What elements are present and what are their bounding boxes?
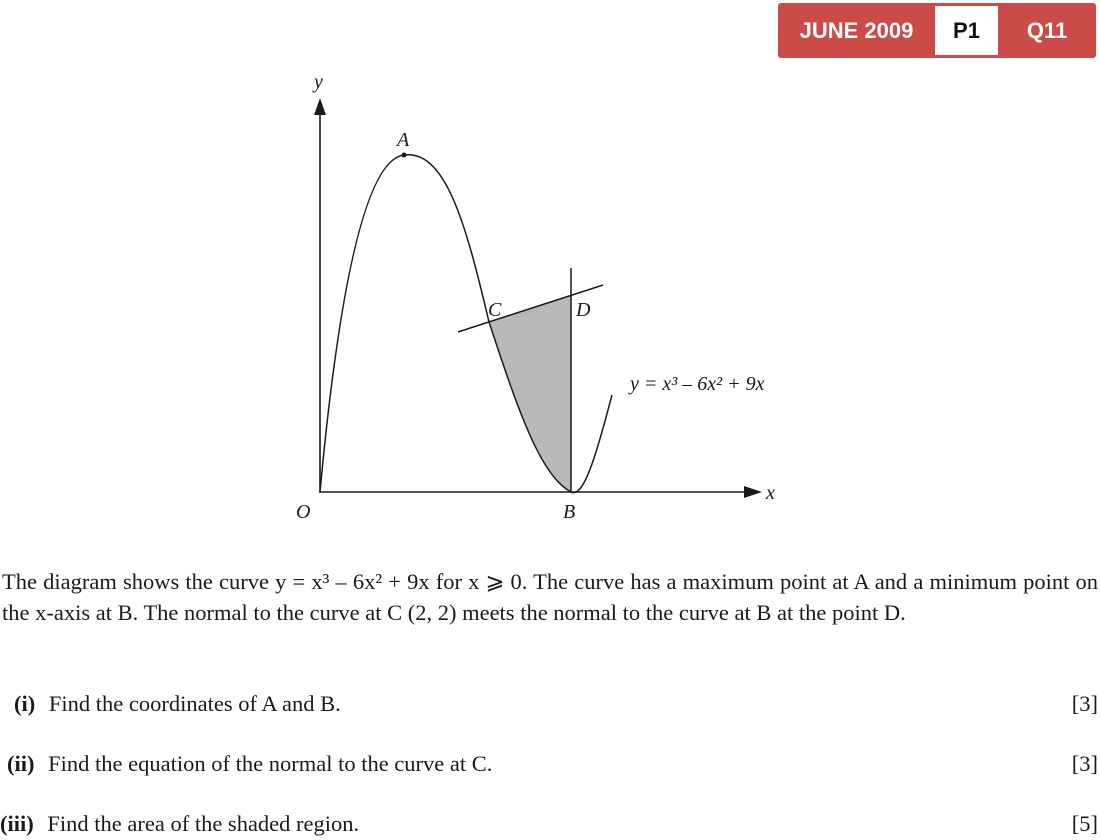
y-axis-arrow [314, 98, 326, 115]
part-number: (ii) [7, 751, 35, 776]
part-number: (iii) [0, 811, 34, 836]
point-c-label: C [488, 299, 502, 321]
part-text: Find the coordinates of A and B. [48, 691, 341, 716]
point-b-label: B [563, 501, 576, 523]
point-a-marker [402, 153, 407, 158]
x-axis-label: x [766, 482, 775, 504]
question-reference-badge [778, 3, 1096, 58]
point-a-label: A [397, 129, 410, 151]
part-text: Find the area of the shaded region. [47, 811, 360, 836]
part-text: Find the equation of the normal to the curve at C. [48, 751, 493, 776]
part-marks: [3] [1071, 691, 1098, 716]
point-d-label: D [576, 299, 591, 321]
question-part-iii [0, 808, 1098, 840]
question-number: Q11 [1026, 18, 1068, 43]
curve-equation-label: y = x³ – 6x² + 9x [630, 373, 765, 395]
part-marks: [3] [1071, 751, 1098, 776]
curve-diagram [0, 60, 1100, 530]
origin-label: O [296, 501, 311, 523]
question-intro: The diagram shows the curve y = x³ – 6x² + 9x for x ⩾ 0. The curve has a maximum point at A and a minimum point on the x-axis at B. The normal to the curve at C (2, 2) meets the normal to the curve at B at the point D. [2, 569, 1098, 625]
part-number: (i) [14, 691, 36, 716]
y-axis-label: y [314, 71, 323, 93]
x-axis-arrow [744, 486, 762, 498]
exam-date: JUNE 2009 [799, 18, 914, 43]
question-part-i [0, 688, 1098, 720]
paper-number: P1 [935, 6, 998, 55]
part-marks: [5] [1071, 811, 1098, 836]
shaded-region [489, 295, 571, 492]
question-part-ii [0, 748, 1098, 780]
